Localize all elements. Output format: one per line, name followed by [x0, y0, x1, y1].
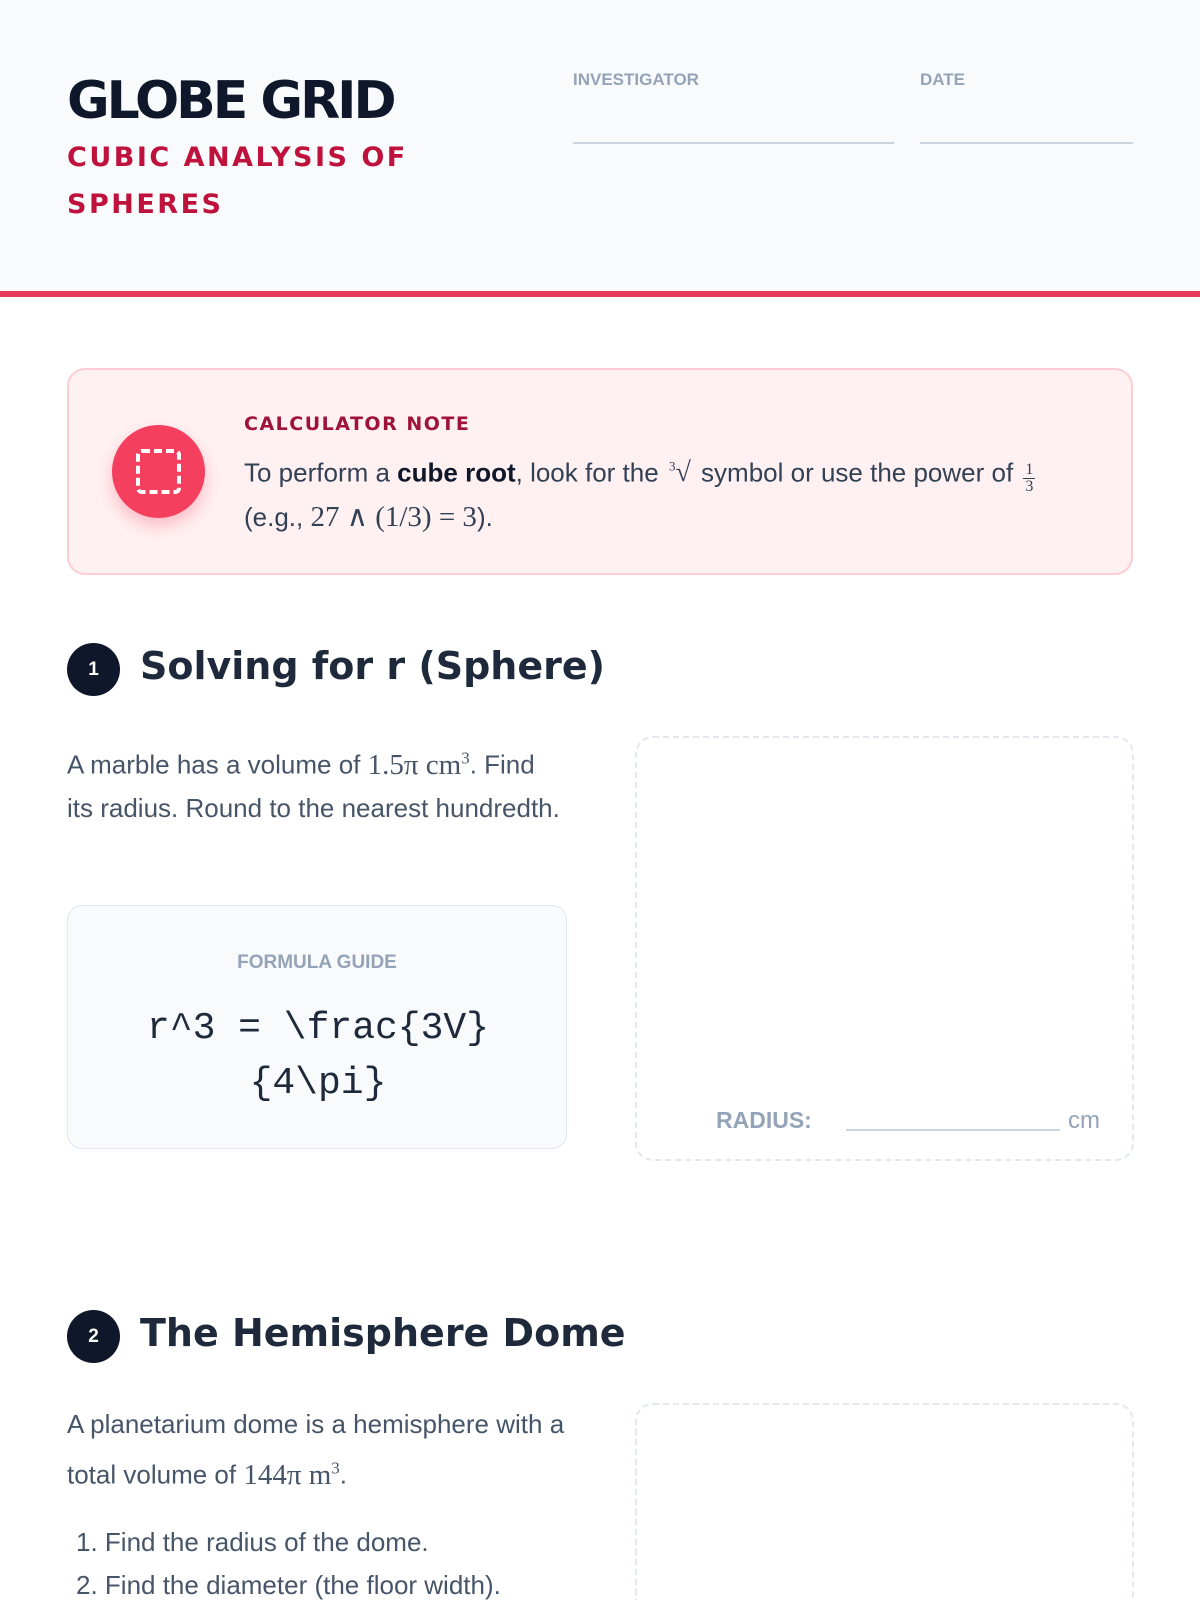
cube-root-icon: $^3$√ [668, 457, 691, 489]
section-2-number: 2 [67, 1310, 120, 1363]
section-1-problem: A marble has a volume of 1.5π $cm^3$. Find its radius. Round to the nearest hundredth. [67, 748, 560, 823]
formula-guide-label: FORMULA GUIDE [237, 952, 397, 973]
calculator-note-icon [112, 425, 205, 518]
section-2-problem: A planetarium dome is a hemisphere with a total volume of 144π $m^3$. [67, 1409, 565, 1491]
section-2-work-area[interactable] [635, 1403, 1134, 1600]
radius-answer-unit: cm [1068, 1107, 1100, 1134]
investigator-label: INVESTIGATOR [573, 70, 699, 89]
calculator-note-text: To perform a cube root, look for the $^3$√ symbol or use the power of $\frac{1}{3}$ (e.g., 27 ∧ (1/3) = 3). [244, 457, 1034, 534]
dome-volume: 144π $m^3$ [243, 1458, 340, 1491]
list-item: 1. Find the radius of the dome. [76, 1527, 429, 1557]
radius-answer-label: RADIUS: [716, 1107, 812, 1133]
section-2-steps [67, 1521, 567, 1600]
formula-guide-formula: r^3 = \frac{3V}{4\pi} [146, 1007, 490, 1105]
list-item: 2. Find the diameter (the floor width). [76, 1570, 501, 1600]
cube-root-example: 27 ∧ (1/3) = 3 [310, 501, 477, 534]
section-1-title: Solving for r (Sphere) [140, 644, 605, 688]
investigator-field[interactable] [573, 142, 894, 144]
cube-root-term: cube root [397, 457, 516, 488]
marble-volume: 1.5π $cm^3$ [367, 748, 470, 781]
calculator-note-title: CALCULATOR NOTE [244, 413, 471, 435]
worksheet-subtitle: CUBIC ANALYSIS OF SPHERES [67, 142, 408, 220]
section-1-work-area[interactable] [635, 736, 1134, 1161]
section-1-number: 1 [67, 643, 120, 696]
worksheet-title: GLOBE GRID [67, 71, 394, 131]
formula-guide [67, 905, 567, 1149]
dashed-square-icon [136, 449, 181, 494]
date-label: DATE [920, 70, 966, 89]
page-header [0, 0, 1200, 297]
radius-answer-field[interactable] [846, 1129, 1060, 1131]
section-2-title: The Hemisphere Dome [140, 1311, 626, 1355]
calculator-note [67, 368, 1133, 575]
date-field[interactable] [920, 142, 1133, 144]
one-third-fraction: $\frac{1}{3}$ [1025, 461, 1034, 496]
